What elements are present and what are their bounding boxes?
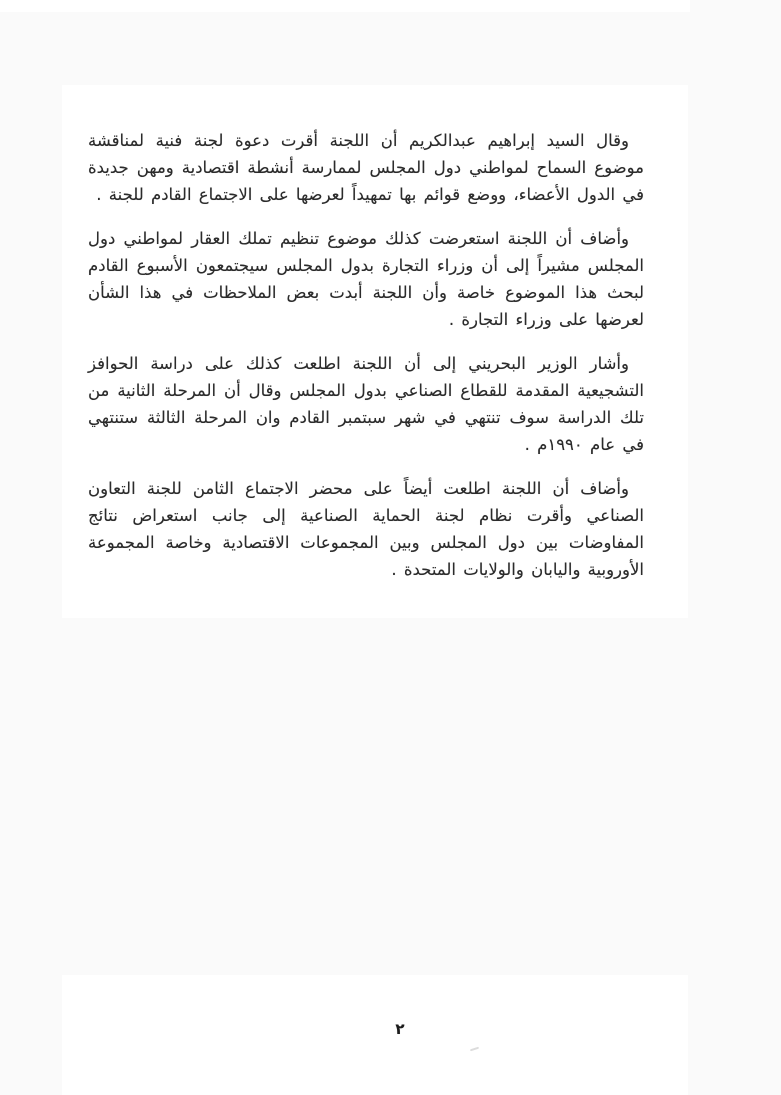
scan-artifact (470, 1047, 479, 1052)
paragraph-4: وأضاف أن اللجنة اطلعت أيضاً على محضر الاجتماع الثامن للجنة التعاون الصناعي وأقرت نظام لجنة الحماية الصناعية إلى جانب استعراض نتائج المفاوضات بين دول المجلس وبين المجموعات الاقتصادية وخاصة المجموعة الأوروبية واليابان والولايات المتحدة . (88, 479, 644, 579)
document-page (62, 85, 688, 618)
document-footer-page (62, 975, 688, 1095)
paragraph-3: وأشار الوزير البحريني إلى أن اللجنة اطلعت كذلك على دراسة الحوافز التشجيعية المقدمة للقطاع الصناعي بدول المجلس وقال أن المرحلة الثانية من تلك الدراسة سوف تنتهي في شهر سبتمبر القادم وان المرحلة الثالثة ستنتهي في عام ١٩٩٠م . (88, 354, 644, 454)
body-text (62, 85, 688, 583)
scan-edge-strip (0, 0, 690, 12)
page-number: ٢ (395, 1020, 405, 1038)
paragraph-1: وقال السيد إبراهيم عبدالكريم أن اللجنة أقرت دعوة لجنة فنية لمناقشة موضوع السماح لمواطني دول المجلس لممارسة أنشطة اقتصادية ومهن جديدة في الدول الأعضاء، ووضع قوائم بها تمهيداً لعرضها على الاجتماع القادم للجنة . (88, 131, 644, 204)
paragraph-2: وأضاف أن اللجنة استعرضت كذلك موضوع تنظيم تملك العقار لمواطني دول المجلس مشيراً إلى أن وزراء التجارة بدول المجلس سيجتمعون الأسبوع القادم لبحث هذا الموضوع خاصة وأن اللجنة أبدت بعض الملاحظات في هذا الشأن لعرضها على وزراء التجارة . (88, 229, 644, 329)
